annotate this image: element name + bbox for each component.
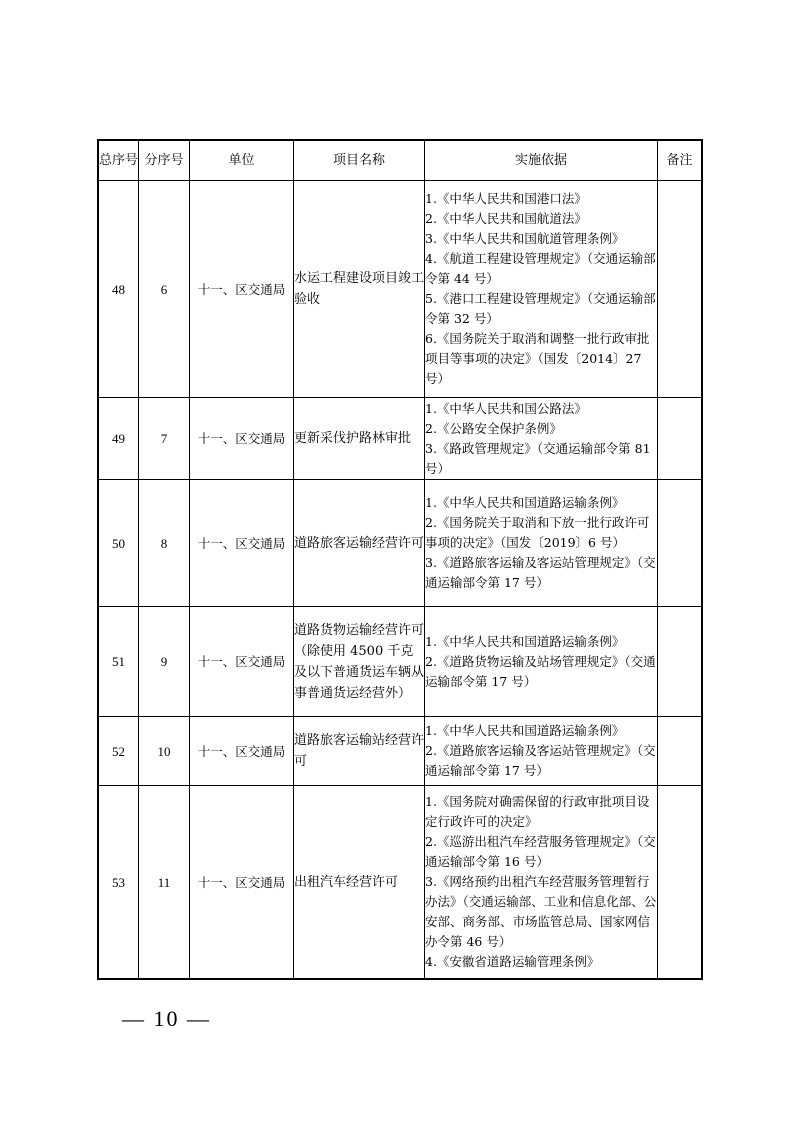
basis-item: 4.《安徽省道路运输管理条例》 <box>425 954 600 969</box>
project-name-cell: 出租汽车经营许可 <box>294 786 425 979</box>
note-cell <box>658 786 702 979</box>
header-basis: 实施依据 <box>425 141 658 181</box>
unit-cell: 十一、区交通局 <box>190 480 294 607</box>
header-unit: 单位 <box>190 141 294 181</box>
unit-cell: 十一、区交通局 <box>190 786 294 979</box>
basis-item: 1.《中华人民共和国道路运输条例》 <box>425 495 625 510</box>
basis-item: 2.《中华人民共和国航道法》 <box>425 211 587 226</box>
note-cell <box>658 717 702 786</box>
basis-item: 2.《国务院关于取消和下放一批行政许可事项的决定》（国发〔2019〕6 号） <box>425 515 650 550</box>
unit-cell: 十一、区交通局 <box>190 398 294 480</box>
note-cell <box>658 607 702 717</box>
basis-item: 6.《国务院关于取消和调整一批行政审批项目等事项的决定》（国发〔2014〕27 号） <box>425 331 650 386</box>
sub-no-cell: 10 <box>139 717 190 786</box>
sub-no-cell: 8 <box>139 480 190 607</box>
basis-item: 3.《中华人民共和国航道管理条例》 <box>425 231 625 246</box>
total-no-cell: 49 <box>99 398 139 480</box>
basis-item: 4.《航道工程建设管理规定》（交通运输部令第 44 号） <box>425 251 656 286</box>
basis-item: 3.《路政管理规定》（交通运输部令第 81 号） <box>425 440 651 476</box>
basis-item: 2.《道路货物运输及站场管理规定》（交通运输部令第 17 号） <box>425 653 656 689</box>
table-row <box>99 181 702 398</box>
note-cell <box>658 398 702 480</box>
basis-item: 1.《中华人民共和国道路运输条例》 <box>425 723 625 738</box>
sub-no-cell: 11 <box>139 786 190 979</box>
basis-cell <box>425 181 658 398</box>
basis-item: 1.《中华人民共和国公路法》 <box>425 400 587 416</box>
table-row <box>99 607 702 717</box>
table-row <box>99 786 702 979</box>
table-row <box>99 480 702 607</box>
total-no-cell: 53 <box>99 786 139 979</box>
total-no-cell: 48 <box>99 181 139 398</box>
unit-cell: 十一、区交通局 <box>190 181 294 398</box>
project-name-cell: 道路货物运输经营许可（除使用 4500 千克及以下普通货运车辆从事普通货运经营外） <box>294 607 425 717</box>
table-row <box>99 398 702 480</box>
project-name-cell: 道路旅客运输经营许可 <box>294 480 425 607</box>
sub-no-cell: 9 <box>139 607 190 717</box>
basis-item: 1.《国务院对确需保留的行政审批项目设定行政许可的决定》 <box>425 794 650 829</box>
header-note: 备注 <box>658 141 702 181</box>
sub-no-cell: 6 <box>139 181 190 398</box>
basis-item: 3.《网络预约出租汽车经营服务管理暂行办法》（交通运输部、工业和信息化部、公安部、商务部、市场监管总局、国家网信办令第 46 号） <box>425 874 657 949</box>
basis-cell <box>425 607 658 717</box>
basis-item: 2.《道路旅客运输及客运站管理规定》（交通运输部令第 17 号） <box>425 743 656 778</box>
basis-cell <box>425 398 658 480</box>
basis-cell <box>425 786 658 979</box>
approval-items-table <box>98 140 702 979</box>
total-no-cell: 52 <box>99 717 139 786</box>
basis-cell <box>425 480 658 607</box>
project-name-cell: 更新采伐护路林审批 <box>294 398 425 480</box>
basis-item: 1.《中华人民共和国道路运输条例》 <box>425 633 625 649</box>
unit-cell: 十一、区交通局 <box>190 717 294 786</box>
sub-no-cell: 7 <box>139 398 190 480</box>
table-header-row <box>99 141 702 181</box>
header-total-no: 总序号 <box>99 141 139 181</box>
total-no-cell: 51 <box>99 607 139 717</box>
basis-item: 2.《公路安全保护条例》 <box>425 420 562 436</box>
project-name-cell: 道路旅客运输站经营许可 <box>294 717 425 786</box>
total-no-cell: 50 <box>99 480 139 607</box>
basis-item: 2.《巡游出租汽车经营服务管理规定》（交通运输部令第 16 号） <box>425 834 656 869</box>
header-sub-no: 分序号 <box>139 141 190 181</box>
basis-item: 3.《道路旅客运输及客运站管理规定》（交通运输部令第 17 号） <box>425 555 656 590</box>
table-row <box>99 717 702 786</box>
page-number: — 10 — <box>122 1006 211 1031</box>
basis-item: 5.《港口工程建设管理规定》（交通运输部令第 32 号） <box>425 291 656 326</box>
basis-cell <box>425 717 658 786</box>
header-project: 项目名称 <box>294 141 425 181</box>
basis-item: 1.《中华人民共和国港口法》 <box>425 191 587 206</box>
note-cell <box>658 181 702 398</box>
note-cell <box>658 480 702 607</box>
unit-cell: 十一、区交通局 <box>190 607 294 717</box>
project-name-cell: 水运工程建设项目竣工验收 <box>294 181 425 398</box>
